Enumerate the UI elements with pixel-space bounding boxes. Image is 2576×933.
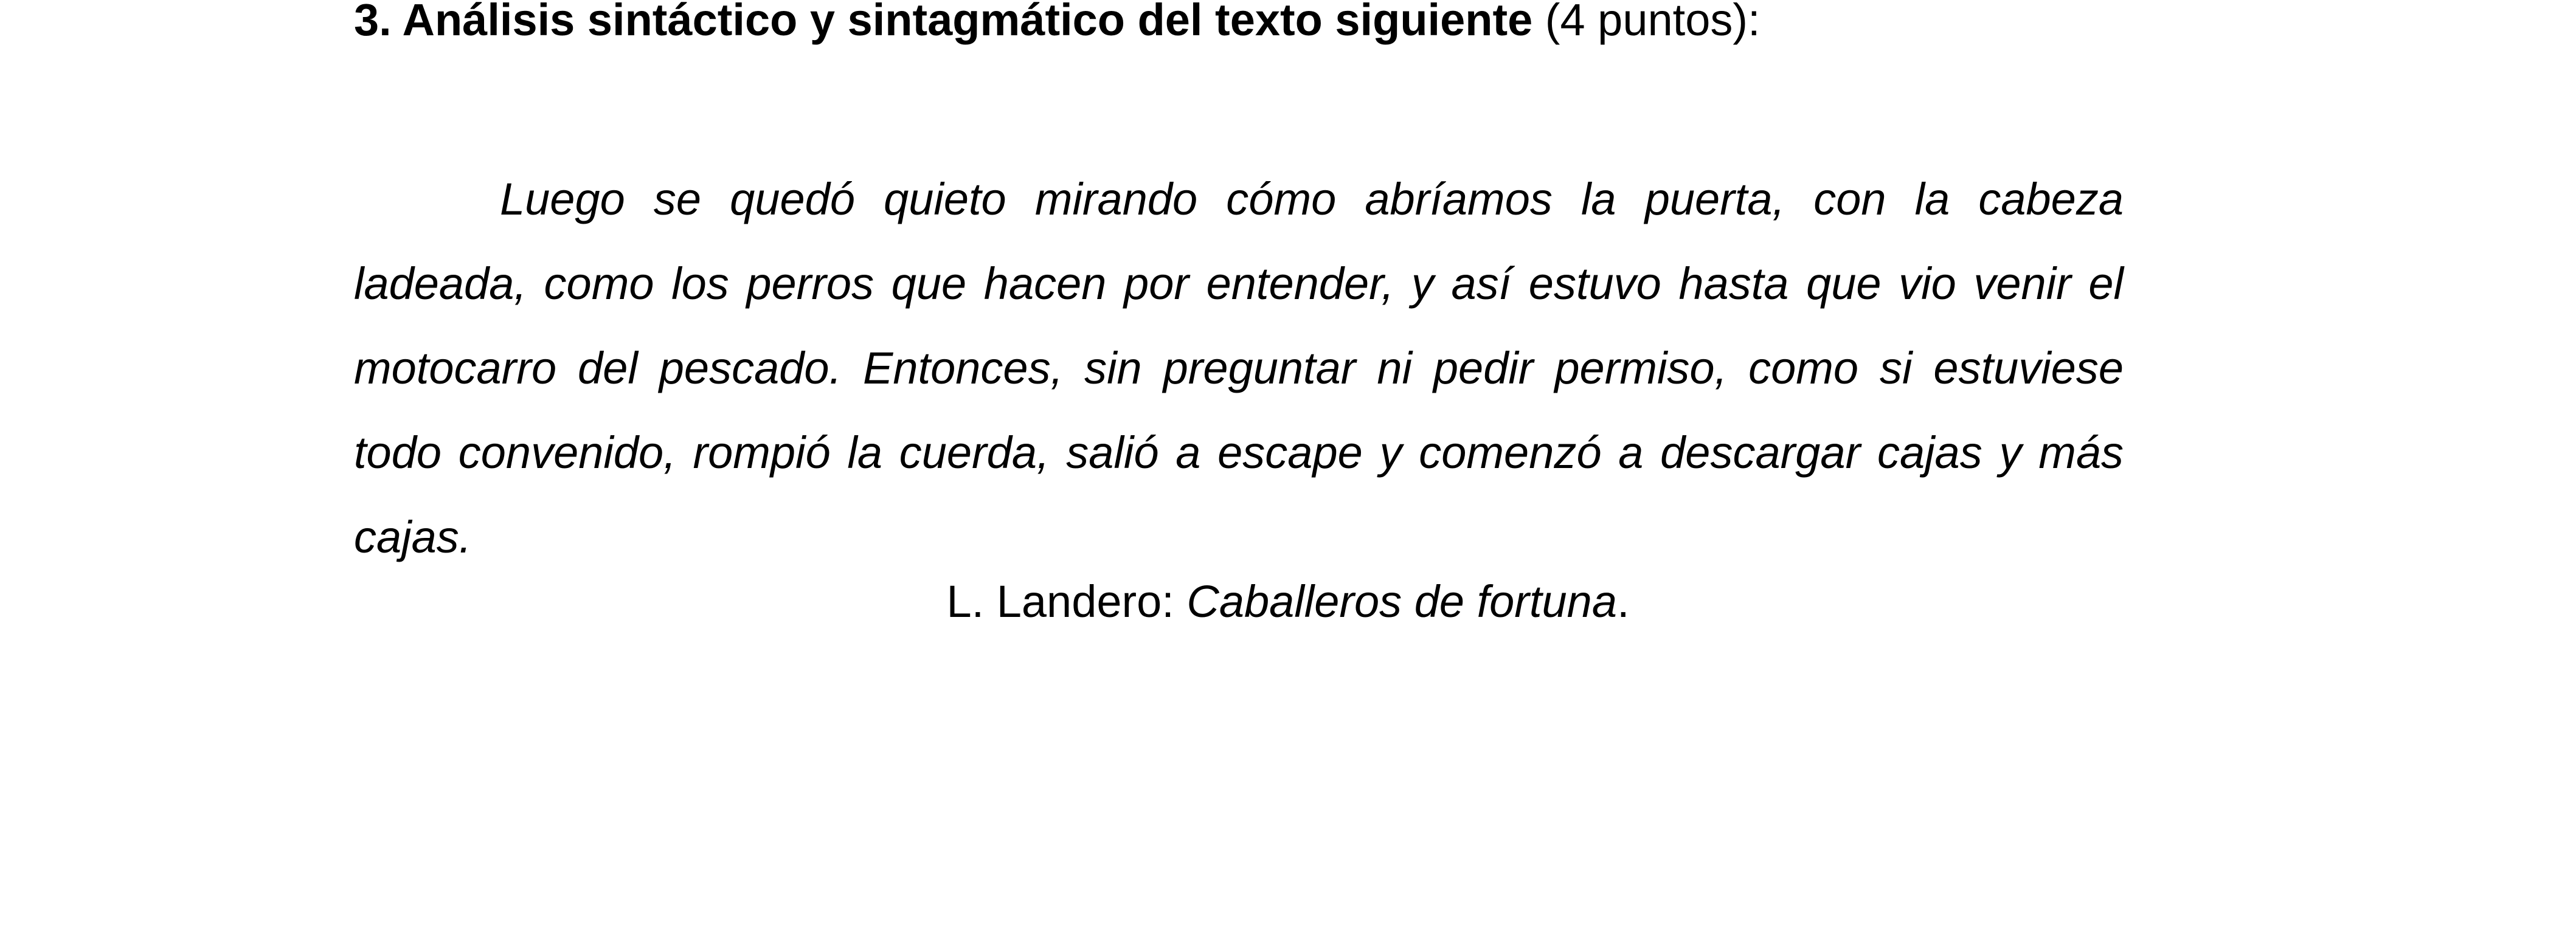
literary-passage: Luego se quedó quieto mirando cómo abríamos la puerta, con la cabeza ladeada, como los perros que hacen por entender, y así estuvo hasta que vio venir el motocarro del pescado. Entonces, sin preguntar ni pedir permiso, como si estuviese todo convenido, rompió la cuerda, salió a escape y comenzó a descargar cajas y más cajas.: [354, 174, 2124, 562]
question-heading: [354, 0, 1761, 47]
question-points: (4 puntos):: [1532, 0, 1761, 45]
citation-work-title: Caballeros de fortuna: [1186, 576, 1617, 627]
question-title: 3. Análisis sintáctico y sintagmático del texto siguiente: [354, 0, 1533, 45]
source-citation: [0, 574, 2576, 629]
citation-period: .: [1616, 576, 1630, 627]
citation-author: L. Landero:: [946, 576, 1187, 627]
